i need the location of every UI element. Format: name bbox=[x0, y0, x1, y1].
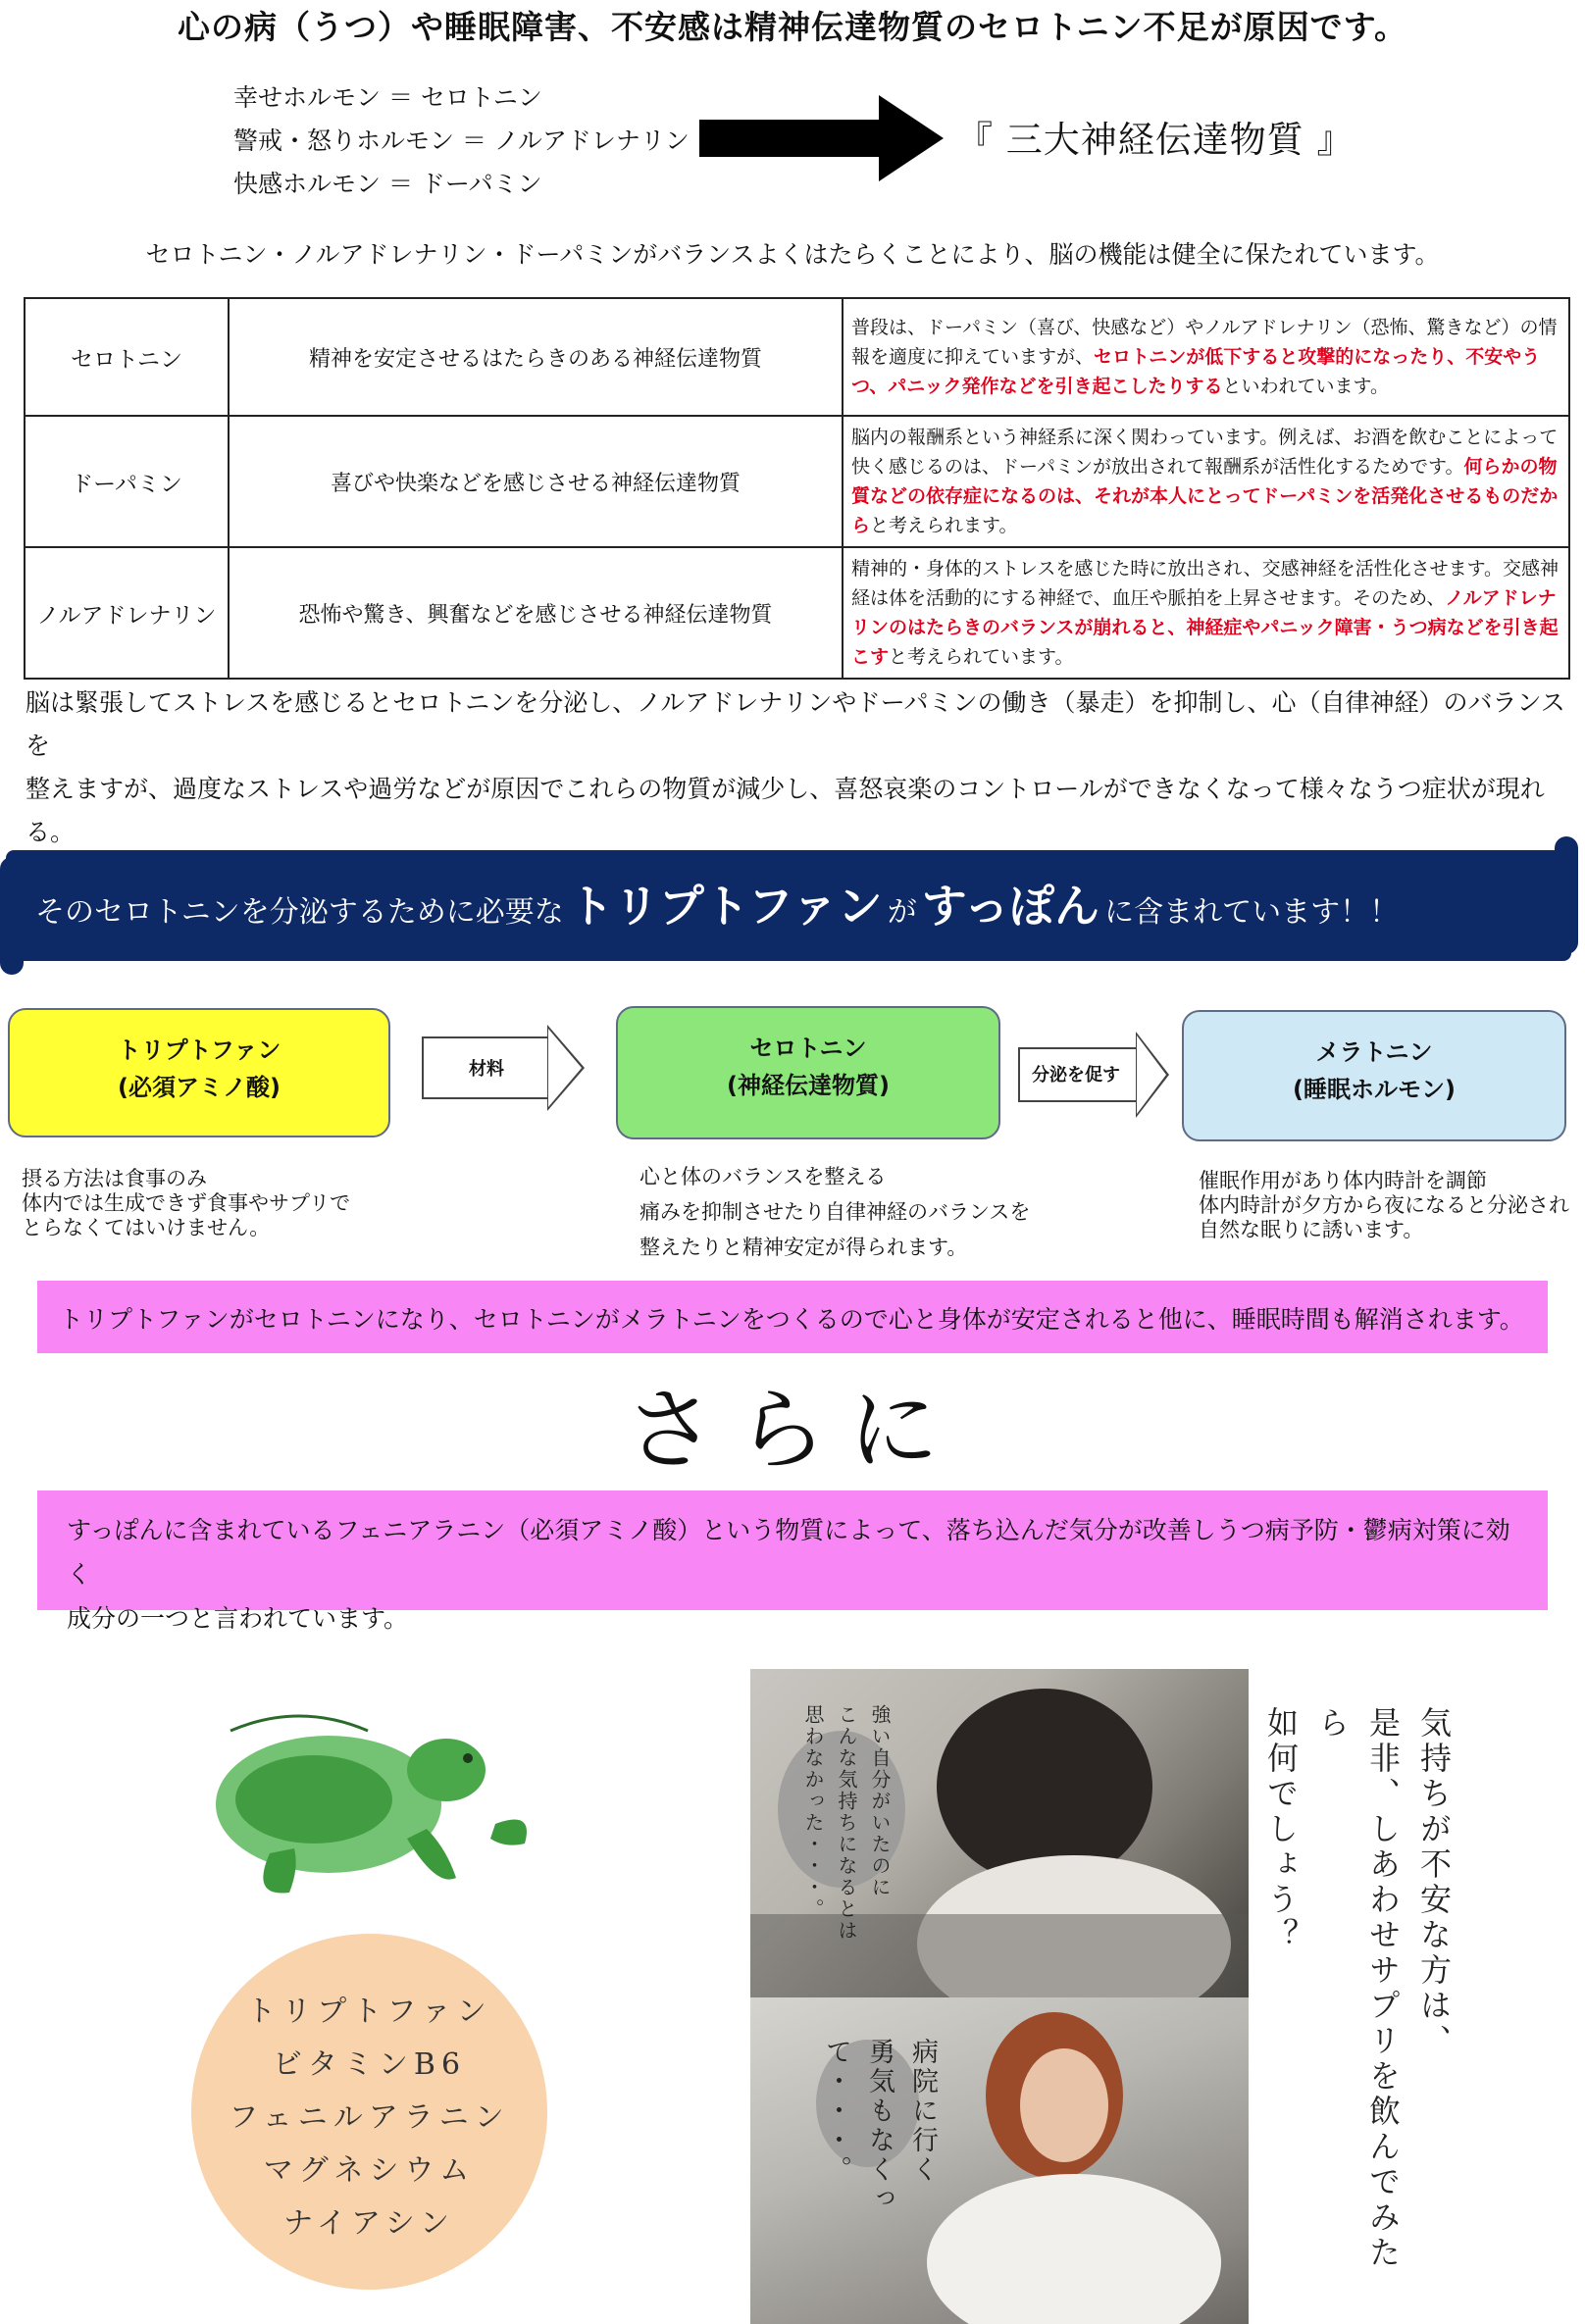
melatonin-description bbox=[1199, 1169, 1569, 1242]
detail-text: といわれています。 bbox=[1222, 376, 1389, 397]
box-title: トリプトファン bbox=[117, 1036, 281, 1064]
box-title: セロトニン bbox=[749, 1035, 867, 1062]
caption-line: 勇気もなくって・・・。 bbox=[821, 2038, 895, 2214]
banner-highlight: トリプトファン bbox=[568, 880, 883, 933]
description-line: 自然な眠りに誘います。 bbox=[1199, 1218, 1424, 1241]
serotonin-description bbox=[639, 1159, 1030, 1265]
nutrient-list bbox=[191, 1986, 547, 2250]
box-subtitle: (神経伝達物質) bbox=[727, 1072, 890, 1099]
banner-text-part: が bbox=[887, 895, 917, 930]
description-line: 催眠作用があり体内時計を調節 bbox=[1199, 1169, 1487, 1192]
material-arrow-head-inner bbox=[548, 1029, 582, 1107]
question-line: 如何でしょう？ bbox=[1262, 1706, 1300, 1953]
secrete-arrow-head-inner bbox=[1137, 1036, 1166, 1114]
balance-text: セロトニン・ノルアドレナリン・ドーパミンがバランスよくはたらくことにより、脳の機能は健全に保たれています。 bbox=[145, 240, 1440, 269]
big-arrow-shaft bbox=[699, 120, 881, 157]
caption-line: こんな気持ちになるとは bbox=[835, 1704, 858, 1942]
secrete-arrow-label: 分泌を促す bbox=[1032, 1065, 1120, 1086]
row-name: セロトニン bbox=[25, 298, 229, 416]
serotonin-box bbox=[616, 1006, 1000, 1139]
description-line: 体内では生成できず食事やサプリで bbox=[22, 1191, 351, 1215]
box-subtitle: (睡眠ホルモン) bbox=[1293, 1076, 1456, 1103]
detail-highlight: 何らかの物質などの依存症になるのは、それが本人にとってドーパミンを活発化させるものだから bbox=[851, 456, 1559, 536]
description-line: とらなくてはいけません。 bbox=[22, 1216, 271, 1239]
sarani-heading: さらに bbox=[624, 1378, 960, 1483]
banner-highlight: すっぽん bbox=[921, 880, 1100, 933]
paragraph-line: 整えますが、過度なストレスや過労などが原因でこれらの物質が減少し、喜怒哀楽のコントロールができなくなって様々なうつ症状が現れる。 bbox=[26, 775, 1545, 846]
row-role: 精神を安定させるはたらきのある神経伝達物質 bbox=[229, 298, 843, 416]
hormone-noradrenaline: 警戒・怒りホルモン ＝ ノルアドレナリン bbox=[233, 126, 690, 155]
row-detail bbox=[843, 298, 1569, 416]
description-line: 体内時計が夕方から夜になると分泌され bbox=[1199, 1193, 1569, 1217]
nutrient-item: ナイアシン bbox=[282, 2206, 456, 2241]
caption-line: 思わなかった・・・。 bbox=[801, 1704, 825, 1920]
detail-highlight: セロトニンが低下すると攻撃的になったり、不安やうつ、パニック発作などを引き起こしたりする bbox=[851, 346, 1541, 397]
detail-highlight: ノルアドレナリンのはたらきのバランスが崩れると、神経症やパニック障害・うつ病などを引き起こす bbox=[851, 587, 1559, 668]
transmitter-table bbox=[24, 297, 1570, 680]
detail-text: と考えられます。 bbox=[870, 515, 1018, 536]
bar-line: すっぽんに含まれているフェニアラニン（必須アミノ酸）という物質によって、落ち込んだ気分が改善しうつ病予防・鬱病対策に効く bbox=[67, 1516, 1510, 1589]
hormone-serotonin: 幸せホルモン ＝ セロトニン bbox=[233, 83, 542, 112]
detail-text: 脳内の報酬系という神経系に深く関わっています。例えば、お酒を飲むことによって快く感じるのは、ドーパミンが放出されて報酬系が活性化するためです。 bbox=[851, 427, 1559, 478]
nutrient-item: トリプトファン bbox=[246, 1995, 492, 2029]
row-name: ドーパミン bbox=[25, 416, 229, 547]
caption-line: 強い自分がいたのに bbox=[868, 1704, 892, 1898]
tryptophan-box bbox=[8, 1008, 390, 1137]
description-line: 摂る方法は食事のみ bbox=[22, 1167, 207, 1190]
box-subtitle: (必須アミノ酸) bbox=[118, 1074, 281, 1101]
question-line: 気持ちが不安な方は、 bbox=[1415, 1706, 1453, 2059]
hormone-dopamine: 快感ホルモン ＝ ドーパミン bbox=[233, 170, 542, 198]
caption-line: 病院に行く bbox=[907, 2038, 938, 2185]
page-title: 心の病（うつ）や睡眠障害、不安感は精神伝達物質のセロトニン不足が原因です。 bbox=[177, 8, 1408, 46]
nutrient-item: フェニルアラニン bbox=[229, 2100, 510, 2135]
material-arrow-label: 材料 bbox=[469, 1059, 504, 1080]
table-row bbox=[25, 298, 1569, 416]
sleep-summary-bar: トリプトファンがセロトニンになり、セロトニンがメラトニンをつくるので心と身体が安定されると他に、睡眠時間も解消されます。 bbox=[37, 1281, 1548, 1353]
banner-text-part: そのセロトニンを分泌するために必要な bbox=[35, 895, 564, 930]
three-transmitters-label: 『 三大神経伝達物質 』 bbox=[956, 119, 1355, 161]
turtle-illustration bbox=[211, 1692, 544, 1917]
detail-text: 普段は、ドーパミン（喜び、快感など）やノルアドレナリン（恐怖、驚きなど）の情報を適度に抑えていますが、 bbox=[851, 317, 1558, 368]
phenylalanine-bar bbox=[37, 1490, 1548, 1633]
nutrient-item: ビタミンB6 bbox=[272, 2047, 467, 2082]
row-role: 喜びや快楽などを感じさせる神経伝達物質 bbox=[229, 416, 843, 547]
question-line: 是非、しあわせサプリを飲んでみたら bbox=[1313, 1706, 1402, 2271]
photo1-caption bbox=[796, 1704, 896, 1989]
melatonin-box bbox=[1182, 1010, 1566, 1141]
nutrient-item: マグネシウム bbox=[263, 2153, 476, 2188]
description-line: 整えたりと精神安定が得られます。 bbox=[639, 1236, 968, 1259]
box-title: メラトニン bbox=[1315, 1038, 1433, 1066]
table-row bbox=[25, 547, 1569, 679]
row-name: ノルアドレナリン bbox=[25, 547, 229, 679]
bar-line: 成分の一つと言われています。 bbox=[67, 1604, 409, 1633]
row-detail bbox=[843, 416, 1569, 547]
table-row bbox=[25, 416, 1569, 547]
tryptophan-description bbox=[22, 1167, 350, 1240]
paragraph-line: 脳は緊張してストレスを感じるとセロトニンを分泌し、ノルアドレナリンやドーパミンの働き（暴走）を抑制し、心（自律神経）のバランスを bbox=[26, 688, 1565, 760]
banner-text bbox=[35, 871, 1546, 935]
banner-text-part: に含まれています！！ bbox=[1104, 895, 1400, 930]
description-line: 心と体のバランスを整える bbox=[639, 1165, 887, 1188]
detail-text: と考えられています。 bbox=[889, 646, 1074, 668]
question-vertical-text bbox=[1255, 1706, 1459, 2295]
photo2-caption bbox=[814, 2038, 944, 2322]
row-detail bbox=[843, 547, 1569, 679]
row-role: 恐怖や驚き、興奮などを感じさせる神経伝達物質 bbox=[229, 547, 843, 679]
description-line: 痛みを抑制させたり自律神経のバランスを bbox=[639, 1200, 1031, 1224]
detail-text: 精神的・身体的ストレスを感じた時に放出され、交感神経を活性化させます。交感神経は体を活動的にする神経で、血圧や脈拍を上昇させます。そのため、 bbox=[851, 558, 1559, 609]
big-arrow-head bbox=[879, 95, 944, 181]
